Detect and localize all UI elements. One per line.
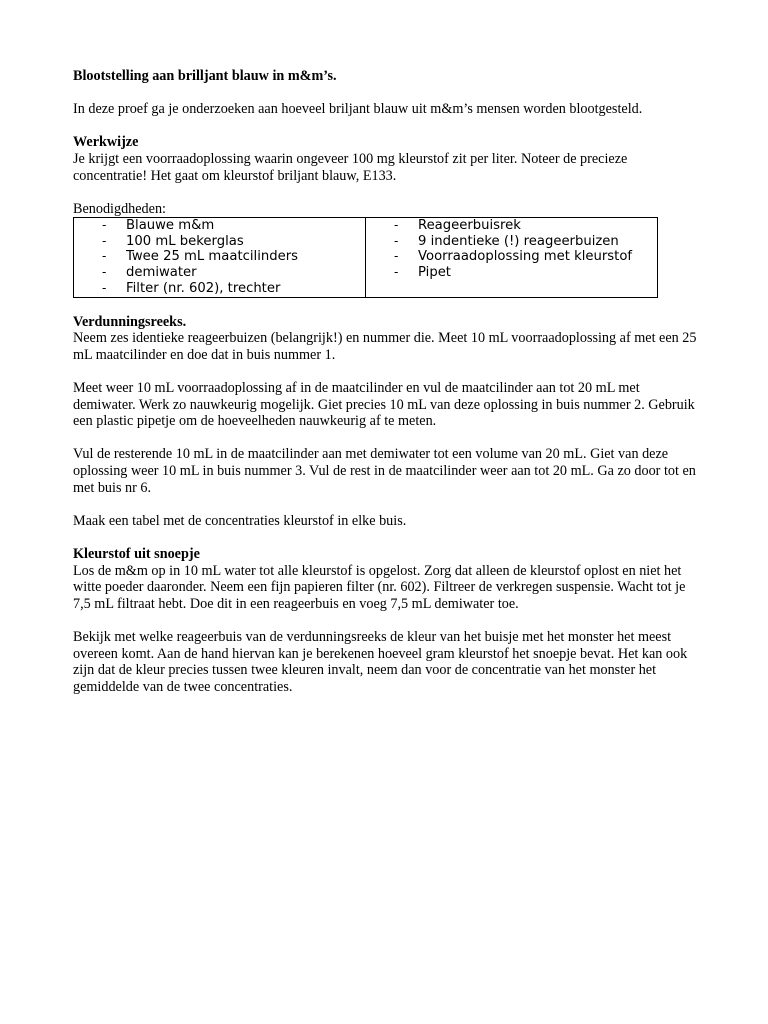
verdunningsreeks-heading: Verdunningsreeks. — [73, 313, 187, 330]
material-list-item — [366, 249, 657, 265]
material-label: Filter (nr. 602), trechter — [126, 280, 281, 296]
bullet-dash: - — [394, 217, 399, 232]
materials-right-cell — [366, 217, 658, 297]
benodigdheden-label: Benodigdheden: — [73, 200, 166, 217]
material-label: 100 mL bekerglas — [126, 233, 244, 249]
kleurstof-paragraph-2: Bekijk met welke reageerbuis van de verdunningsreeks de kleur van het buisje met het monster het meest overeen komt. Aan de hand hiervan kan je berekenen hoeveel gram kleurstof het snoepje bevat. Het kan ook zijn dat de kleur precies tussen twee kleuren invalt, neem dan voor de concentratie van het monster het gemiddelde van de twee concentraties. — [73, 629, 688, 695]
material-list-item — [74, 281, 365, 297]
material-list-item — [74, 265, 365, 281]
bullet-dash: - — [394, 249, 399, 264]
bullet-dash: - — [394, 265, 399, 280]
material-label: Twee 25 mL maatcilinders — [126, 249, 298, 265]
material-list-item — [74, 234, 365, 250]
material-label: Blauwe m&m — [126, 217, 215, 233]
materials-table — [73, 217, 658, 298]
material-label: Voorraadoplossing met kleurstof — [418, 249, 633, 265]
materials-left-cell — [74, 217, 366, 297]
material-label: demiwater — [126, 265, 197, 281]
bullet-dash: - — [102, 280, 107, 295]
document-title: Blootstelling aan brilljant blauw in m&m’s. — [73, 68, 337, 84]
kleurstof-heading: Kleurstof uit snoepje — [73, 546, 200, 563]
material-list-item — [366, 265, 657, 281]
material-list-item — [74, 249, 365, 265]
verdunningsreeks-paragraph-1: Neem zes identieke reageerbuizen (belangrijk!) en nummer die. Meet 10 mL voorraadoplossing af met een 25 mL maatcilinder en doe dat in buis nummer 1. — [73, 330, 697, 363]
bullet-dash: - — [394, 233, 399, 248]
intro-paragraph: In deze proef ga je onderzoeken aan hoeveel briljant blauw uit m&m’s mensen worden blootgesteld. — [73, 101, 643, 118]
kleurstof-paragraph-1: Los de m&m op in 10 mL water tot alle kleurstof is opgelost. Zorg dat alleen de kleurstof oplost en niet het witte poeder daaronder. Neem een fijn papieren filter (nr. 602). Filtreer de verkregen suspensie. Wacht tot je 7,5 mL filtraat hebt. Doe dit in een reageerbuis en voeg 7,5 mL demiwater toe. — [73, 562, 686, 612]
verdunningsreeks-paragraph-2: Meet weer 10 mL voorraadoplossing af in de maatcilinder en vul de maatcilinder aan tot 20 mL met demiwater. Werk zo nauwkeurig mogelijk. Giet precies 10 mL van deze oplossing in buis nummer 2. Gebruik een plastic pipetje om de hoeveelheden nauwkeurig af te meten. — [73, 380, 695, 430]
material-label: 9 indentieke (!) reageerbuizen — [418, 233, 619, 249]
materials-row — [74, 217, 658, 297]
bullet-dash: - — [102, 265, 107, 280]
materials-left-list — [74, 218, 365, 297]
bullet-dash: - — [102, 233, 107, 248]
bullet-dash: - — [102, 217, 107, 232]
document-page — [73, 68, 698, 712]
material-list-item — [74, 218, 365, 234]
material-label: Reageerbuisrek — [418, 217, 521, 233]
werkwijze-paragraph: Je krijgt een voorraadoplossing waarin ongeveer 100 mg kleurstof zit per liter. Noteer de precieze concentratie! Het gaat om kleurstof briljant blauw, E133. — [73, 150, 628, 184]
verdunningsreeks-paragraph-4: Maak een tabel met de concentraties kleurstof in elke buis. — [73, 512, 407, 529]
material-label: Pipet — [418, 265, 451, 281]
verdunningsreeks-paragraph-3: Vul de resterende 10 mL in de maatcilinder aan met demiwater tot een volume van 20 mL. Giet van deze oplossing weer 10 mL in buis nummer 3. Vul de rest in de maatcilinder weer aan tot 20 mL. Ga zo door tot en met buis nr 6. — [73, 446, 696, 496]
werkwijze-heading: Werkwijze — [73, 134, 139, 151]
material-list-item — [366, 218, 657, 234]
material-list-item — [366, 234, 657, 250]
materials-right-list — [366, 218, 657, 281]
bullet-dash: - — [102, 249, 107, 264]
